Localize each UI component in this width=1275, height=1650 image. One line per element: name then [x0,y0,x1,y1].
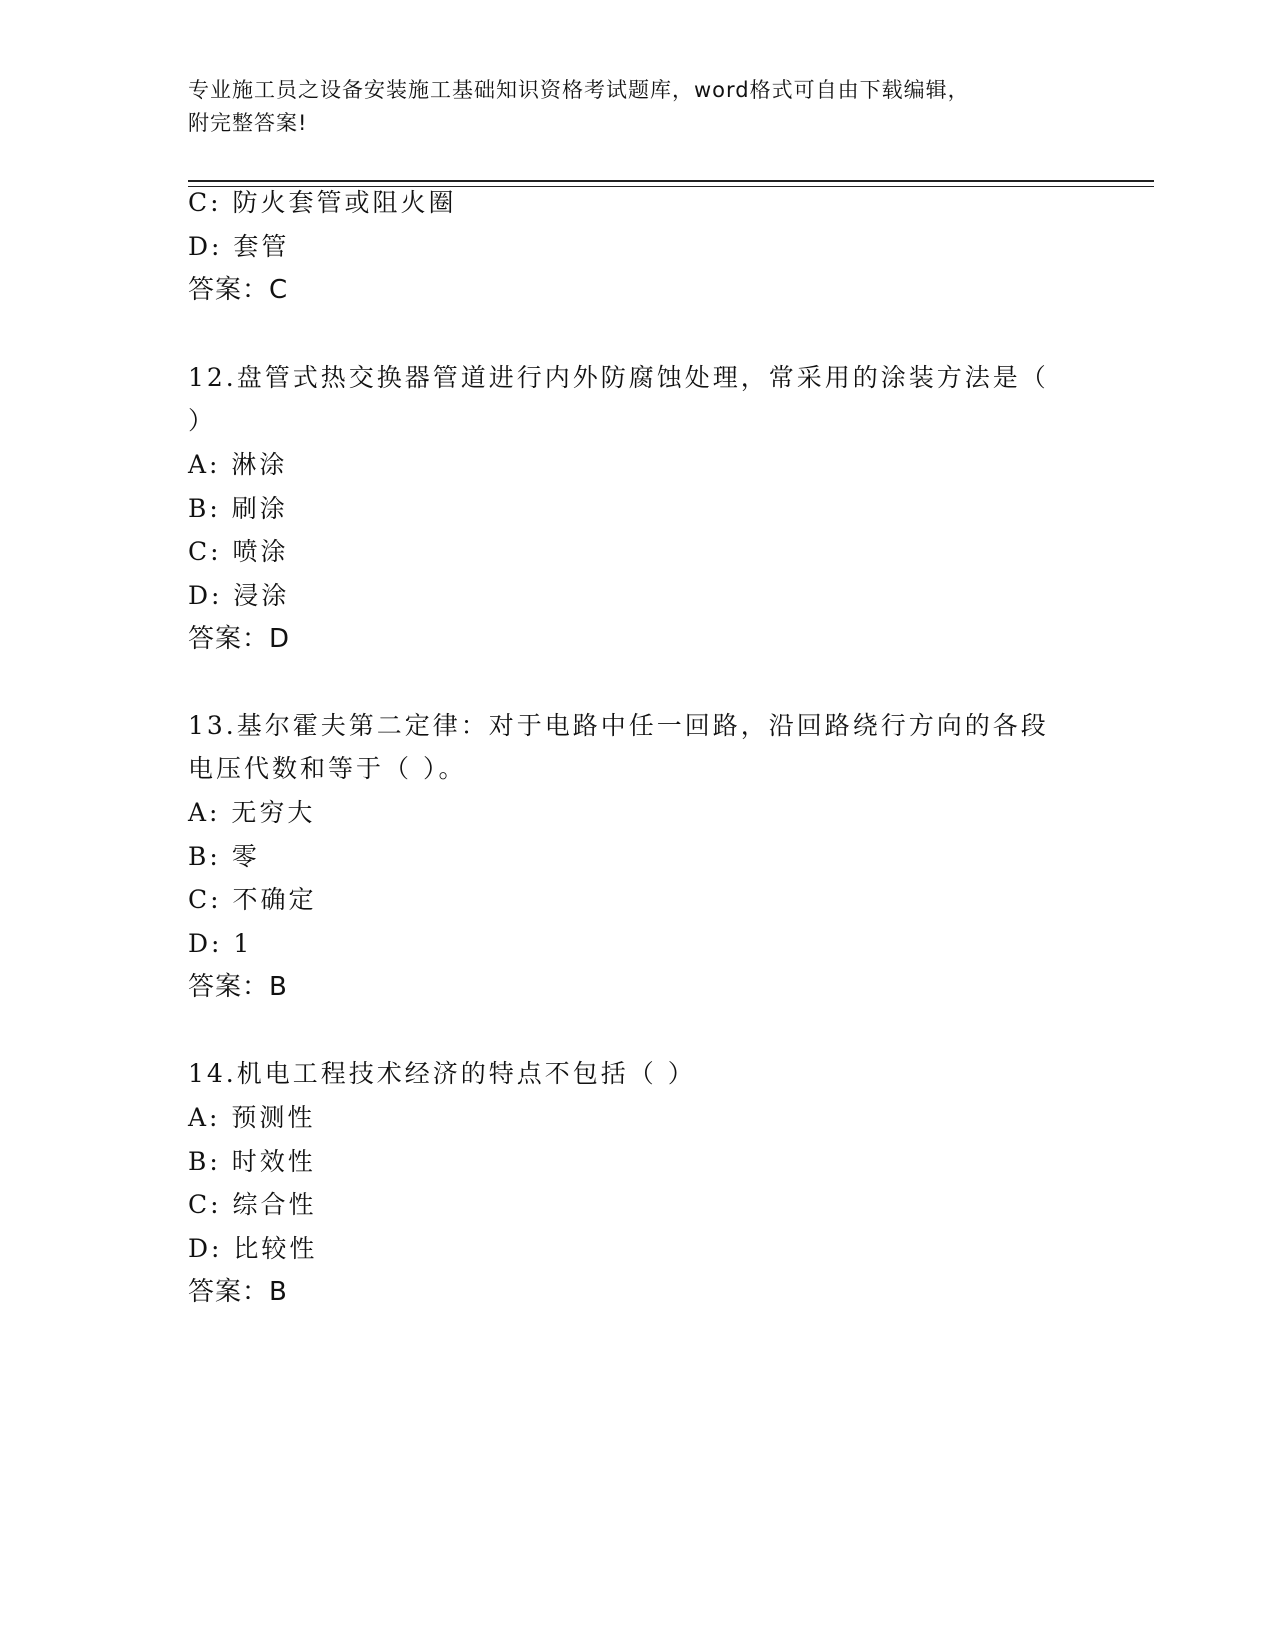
continued-option-d: D: 套管 [188,232,290,261]
q14-answer: 答案：B [188,1277,288,1307]
q12-option-b: B: 刷涂 [188,494,288,523]
q12-option-c: C: 喷涂 [188,537,289,566]
q14-option-a: A: 预测性 [188,1103,316,1132]
header-line-2: 附完整答案! [188,111,308,135]
q13-option-b: B: 零 [188,842,260,871]
q12-option-a: A: 淋涂 [188,450,288,479]
document-header [188,74,1088,140]
q13-answer: 答案：B [188,972,288,1002]
q13-stem-line-1: 13.基尔霍夫第二定律：对于电路中任一回路，沿回路绕行方向的各段 [188,711,1049,740]
q13-option-a: A: 无穷大 [188,798,316,827]
q12-answer: 答案：D [188,624,291,654]
header-divider-thick [188,180,1154,182]
q14-stem-line-1: 14.机电工程技术经济的特点不包括（ ） [188,1059,696,1088]
q13-option-d: D: 1 [188,929,253,958]
q12-stem-line-1: 12.盘管式热交换器管道进行内外防腐蚀处理，常采用的涂装方法是（ [188,363,1049,392]
q12-option-d: D: 浸涂 [188,581,290,610]
q14-option-d: D: 比较性 [188,1234,318,1263]
q14-option-c: C: 综合性 [188,1190,317,1219]
header-line-1: 专业施工员之设备安装施工基础知识资格考试题库，word格式可自由下载编辑， [188,78,970,102]
q12-stem-line-2: ） [188,406,217,435]
q13-stem-line-2: 电压代数和等于（ ）。 [188,754,467,783]
continued-option-c: C: 防火套管或阻火圈 [188,188,457,217]
q13-option-c: C: 不确定 [188,885,317,914]
continued-answer: 答案：C [188,275,289,305]
q14-option-b: B: 时效性 [188,1147,316,1176]
